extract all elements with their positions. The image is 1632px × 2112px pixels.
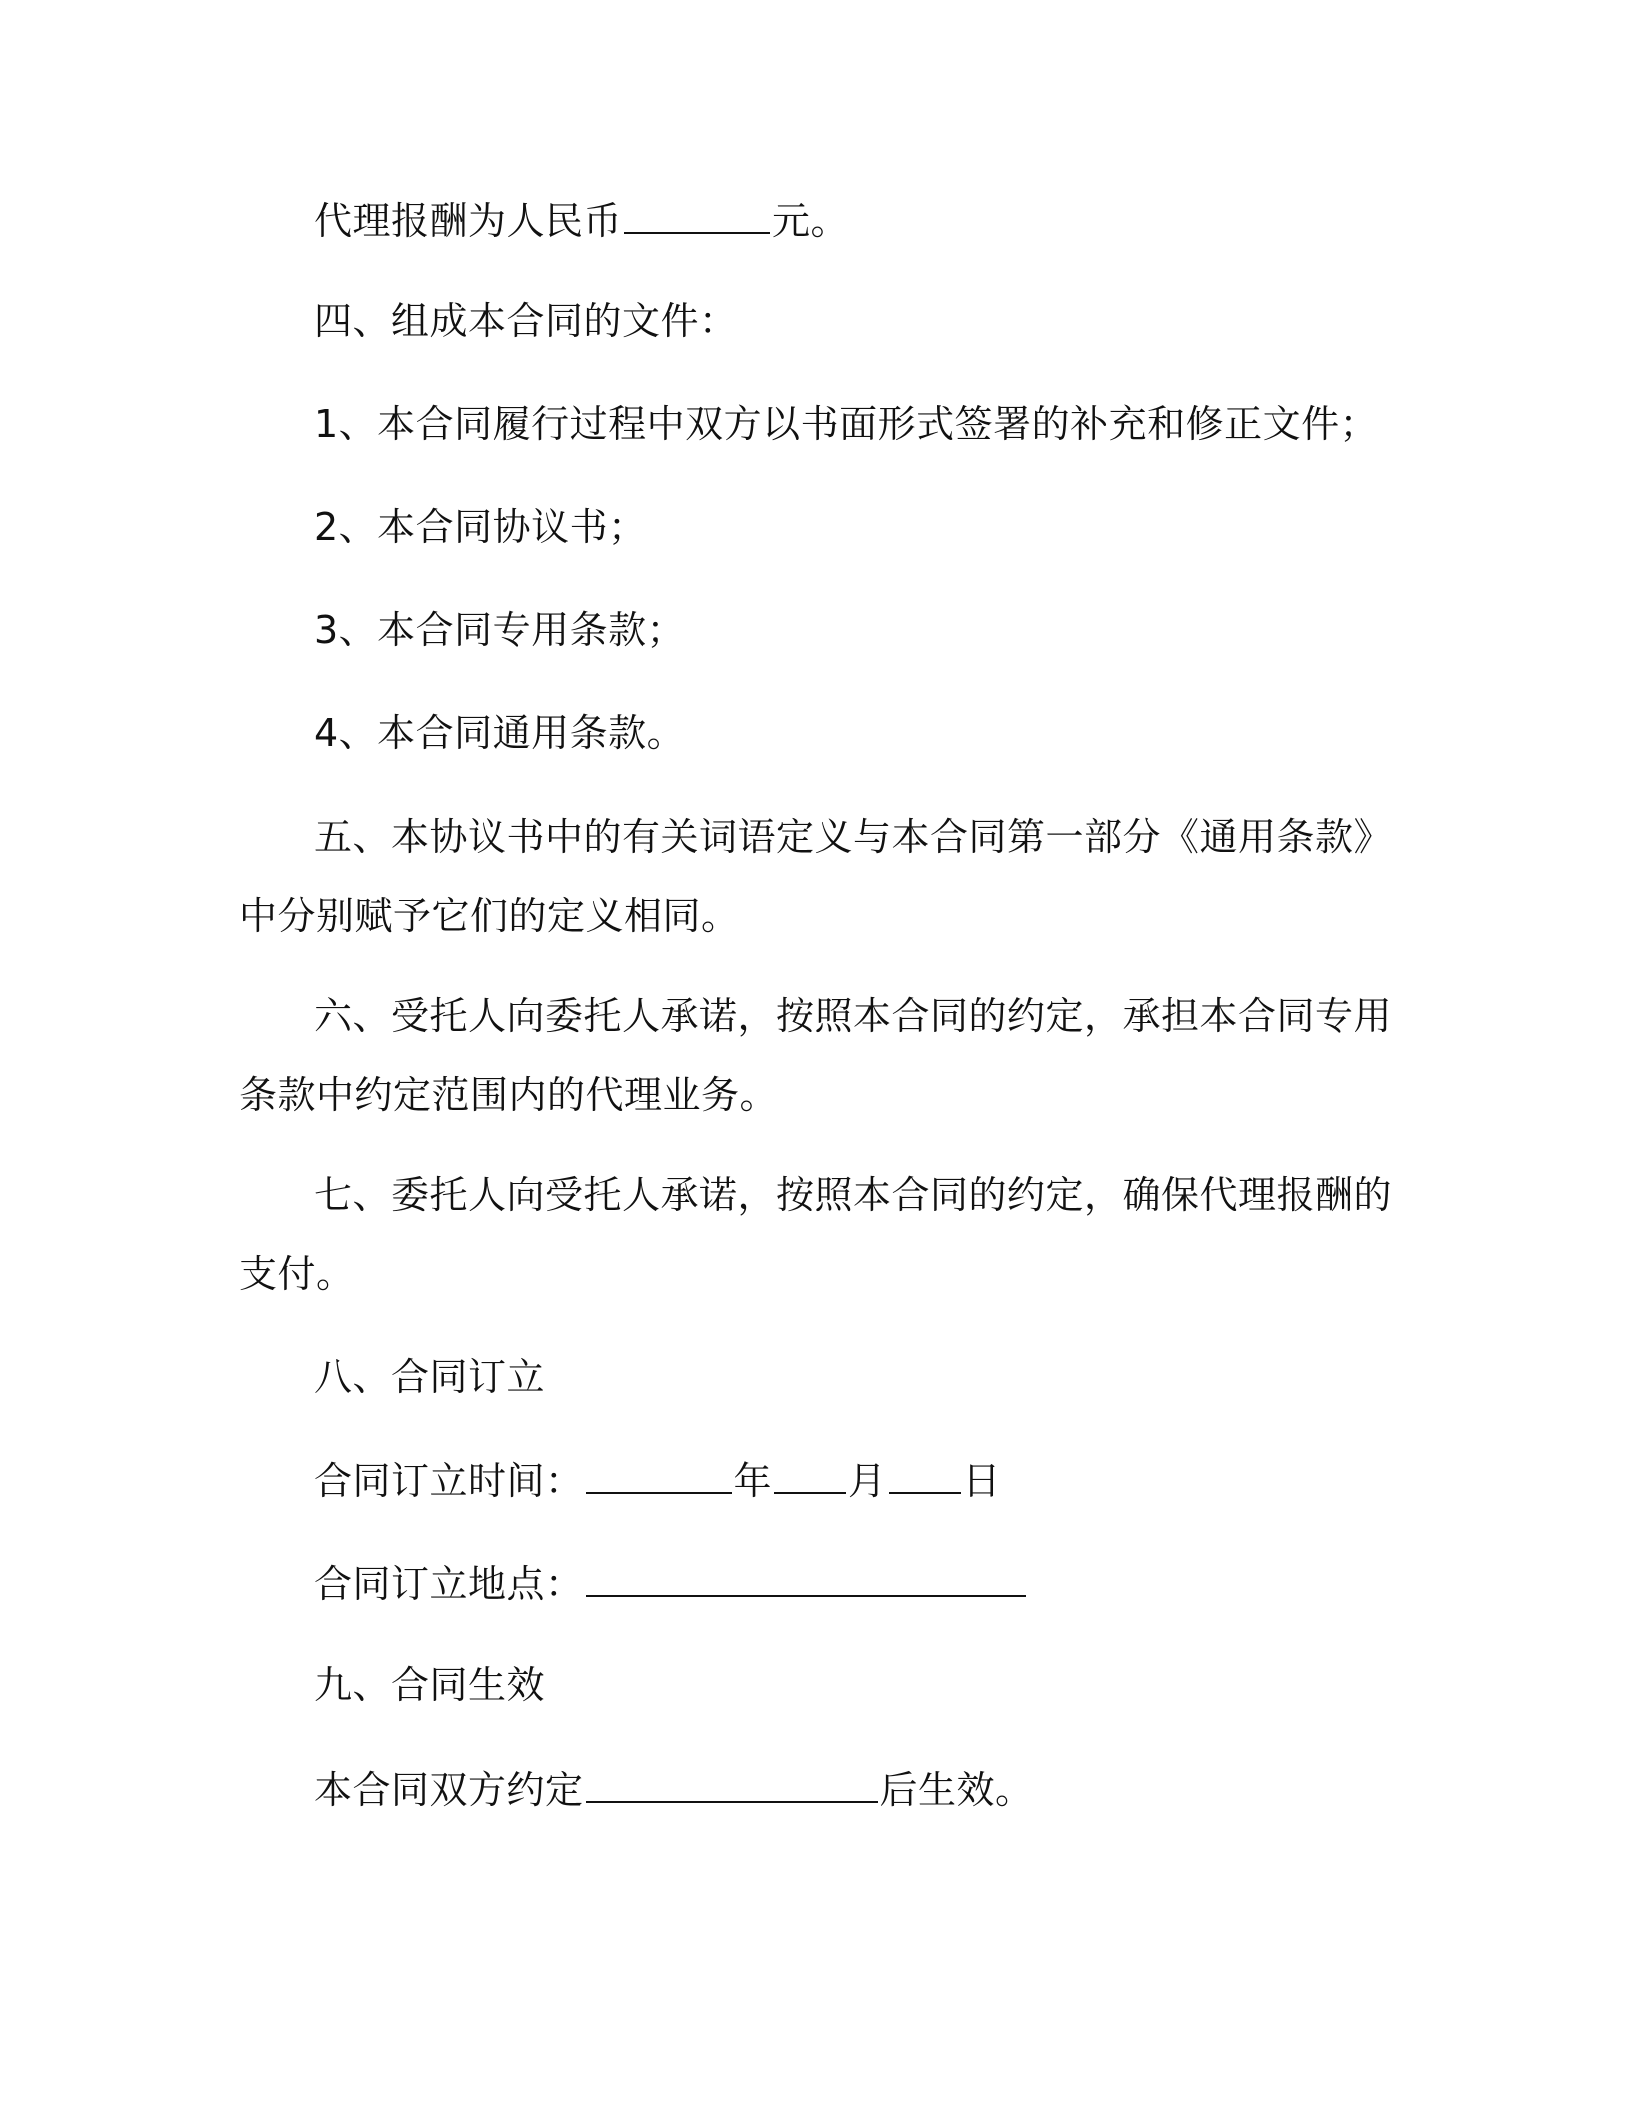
sign-month-blank[interactable] <box>774 1456 846 1494</box>
effect-text: 本合同双方约定 <box>314 1768 584 1812</box>
section-4-item-3: 3、本合同专用条款； <box>314 608 686 652</box>
sign-place-blank[interactable] <box>586 1559 1026 1597</box>
section-6-line-2: 条款中约定范围内的代理业务。 <box>239 1073 779 1117</box>
section-4-item-4: 4、本合同通用条款。 <box>314 711 686 755</box>
remuneration-line <box>314 196 849 244</box>
section-5-line-1: 五、本协议书中的有关词语定义与本合同第一部分《通用条款》 <box>314 815 1393 859</box>
section-5-line-2: 中分别赋予它们的定义相同。 <box>239 894 740 938</box>
section-7-line-1: 七、委托人向受托人承诺，按照本合同的约定，确保代理报酬的 <box>314 1173 1393 1217</box>
effect-suffix: 后生效。 <box>879 1768 1034 1812</box>
sign-place-label: 合同订立地点： <box>314 1562 584 1606</box>
sign-time-line <box>314 1456 1001 1504</box>
sign-day-blank[interactable] <box>889 1456 961 1494</box>
remuneration-amount-blank[interactable] <box>624 196 770 234</box>
sign-day-unit: 日 <box>962 1459 1002 1503</box>
section-4-heading: 四、组成本合同的文件： <box>314 299 738 343</box>
section-9-heading: 九、合同生效 <box>314 1663 546 1707</box>
remuneration-unit: 元。 <box>772 199 850 243</box>
sign-month-unit: 月 <box>848 1459 887 1503</box>
sign-year-unit: 年 <box>733 1459 773 1503</box>
effect-condition-blank[interactable] <box>586 1765 878 1803</box>
section-7-line-2: 支付。 <box>239 1252 355 1296</box>
effect-line <box>314 1765 1034 1813</box>
remuneration-text: 代理报酬为人民币 <box>314 199 623 243</box>
sign-time-label: 合同订立时间： <box>314 1459 584 1503</box>
section-4-item-2: 2、本合同协议书； <box>314 505 647 549</box>
section-4-item-1: 1、本合同履行过程中双方以书面形式签署的补充和修正文件； <box>314 402 1379 446</box>
section-6-line-1: 六、受托人向委托人承诺，按照本合同的约定，承担本合同专用 <box>314 994 1393 1038</box>
section-8-heading: 八、合同订立 <box>314 1355 546 1399</box>
sign-place-line <box>314 1559 1028 1607</box>
sign-year-blank[interactable] <box>586 1456 732 1494</box>
